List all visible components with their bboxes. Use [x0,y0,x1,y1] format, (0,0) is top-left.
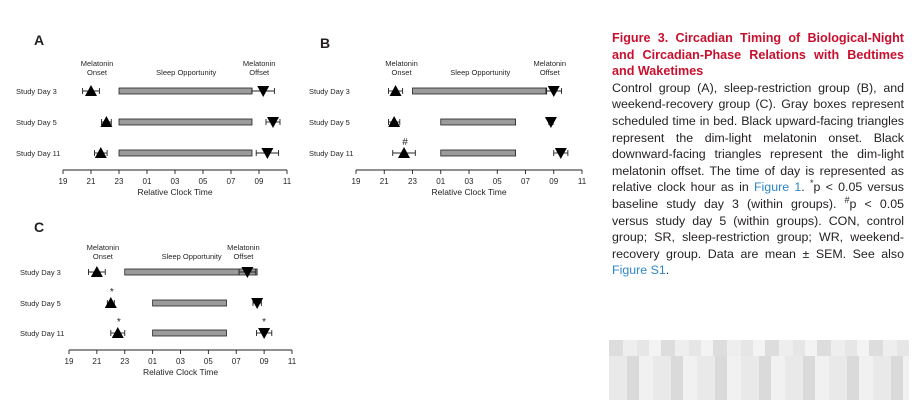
sleep-opportunity-bar [441,150,516,156]
study-day-row [309,116,557,128]
x-tick-label: 21 [379,177,389,186]
x-tick-label: 03 [176,357,185,366]
hash-symbol: # [844,194,850,205]
panel-letter: A [34,32,45,48]
x-axis-title: Relative Clock Time [137,187,213,197]
sleep-opportunity-bar [413,88,547,94]
melatonin-onset-triangle-icon [398,147,410,158]
x-tick-label: 07 [226,177,236,186]
sleep-opportunity-label: Sleep Opportunity [161,252,222,261]
panel-a [16,32,292,197]
study-day-row [309,85,562,97]
x-tick-label: 09 [549,177,559,186]
x-tick-label: 09 [259,357,269,366]
x-axis-title: Relative Clock Time [142,367,219,377]
x-tick-label: 01 [142,177,152,186]
figure-1-link[interactable]: Figure 1 [753,180,802,195]
x-tick-label: 19 [351,177,361,186]
x-axis-title: Relative Clock Time [431,187,507,197]
melatonin-onset-label: Melatonin [86,243,120,252]
figure-s1-link[interactable]: Figure S1 [612,263,666,278]
study-day-label: Study Day 5 [20,299,61,308]
study-day-label: Study Day 5 [16,118,57,127]
sleep-opportunity-label: Sleep Opportunity [156,68,217,77]
study-day-label: Study Day 11 [20,329,65,338]
x-tick-label: 07 [521,177,530,186]
melatonin-offset-triangle-icon [257,86,269,97]
x-tick-label: 03 [170,177,180,186]
melatonin-offset-label: Melatonin [242,59,276,68]
melatonin-onset-triangle-icon [112,327,124,338]
x-tick-label: 23 [120,357,130,366]
melatonin-offset-label: Melatonin [227,243,260,252]
melatonin-offset-label: Offset [539,68,560,77]
melatonin-onset-label: Melatonin [80,59,114,68]
study-day-label: Study Day 3 [20,268,61,277]
melatonin-offset-triangle-icon [267,117,279,128]
star-symbol: * [809,178,814,189]
significance-mark: # [402,137,408,148]
significance-mark: * [116,317,121,328]
x-tick-label: 23 [408,177,417,186]
study-day-row [16,85,274,97]
melatonin-onset-triangle-icon [85,85,97,96]
study-day-label: Study Day 3 [16,87,57,96]
melatonin-onset-label: Onset [391,68,412,77]
study-day-row [16,147,279,159]
sleep-opportunity-bar [119,119,252,125]
study-day-row [309,137,568,159]
x-tick-label: 19 [58,177,68,186]
x-tick-label: 01 [148,357,158,366]
study-day-row [16,116,280,128]
panel-c [20,219,297,377]
melatonin-offset-triangle-icon [258,328,270,339]
melatonin-offset-triangle-icon [548,86,560,97]
caption-text: Control group (A), sleep-restriction group (B), and weekend-recovery group (C). Gray boxes represent scheduled time in bed. Black upward-facing triangles represent the dim-light melatonin onset. Black downward-facing triangles represent the dim-light melatonin offset. The time of day is represented as relative clock hour as in [612,80,904,195]
x-tick-label: 05 [492,177,502,186]
x-tick-label: 11 [287,357,297,366]
melatonin-offset-label: Melatonin [533,59,567,68]
melatonin-onset-triangle-icon [388,116,400,127]
x-tick-label: 05 [203,357,213,366]
sleep-opportunity-bar [153,300,227,306]
study-day-row [20,287,263,309]
x-tick-label: 09 [254,177,264,186]
panel-b [309,35,587,197]
x-tick-label: 07 [231,357,241,366]
study-day-label: Study Day 11 [16,149,61,158]
sleep-opportunity-bar [119,88,252,94]
melatonin-offset-triangle-icon [545,117,557,128]
study-day-row [20,266,257,278]
caption-title: Figure 3. Circadian Timing of Biological-Night and Circadian-Phase Relations with Bedtimes and Waketimes [612,31,904,79]
melatonin-onset-label: Onset [92,252,113,261]
study-day-label: Study Day 11 [309,149,354,158]
panel-letter: C [34,219,45,235]
sleep-opportunity-bar [153,330,227,336]
x-tick-label: 21 [92,357,102,366]
significance-mark: * [262,317,267,328]
study-day-row [20,317,272,339]
melatonin-onset-triangle-icon [100,116,112,127]
melatonin-onset-triangle-icon [105,297,117,308]
melatonin-onset-label: Onset [86,68,108,77]
melatonin-onset-triangle-icon [95,147,107,158]
x-tick-label: 01 [436,177,446,186]
melatonin-offset-label: Offset [249,68,270,77]
study-day-label: Study Day 3 [309,87,350,96]
melatonin-onset-triangle-icon [390,85,402,96]
sleep-opportunity-bar [119,150,252,156]
x-tick-label: 23 [114,177,124,186]
panel-letter: B [320,35,331,51]
x-tick-label: 21 [86,177,96,186]
sleep-opportunity-label: Sleep Opportunity [450,68,511,77]
melatonin-onset-label: Melatonin [385,59,418,68]
blurred-region [609,340,909,400]
x-tick-label: 19 [64,357,74,366]
melatonin-offset-label: Offset [233,252,254,261]
figure-caption: Figure 3. Circadian Timing of Biological-Night and Circadian-Phase Relations with Bedtimes and Waketimes Control group (A), sleep-restriction group (B), and weekend-recovery group (C). Gray boxes represent scheduled time in bed. Black upward-facing triangles represent the dim-light melatonin onset. Black downward-facing triangles represent the dim-light melatonin offset. The time of day is represented as relative clock hour as in Figure 1. *p < 0.05 versus baseline study day 3 (within groups). #p < 0.05 versus study day 5 (within groups). CON, control group; SR, sleep-restriction group; WR, weekend-recovery group. Data are mean ± SEM. See also Figure S1. [612,31,904,278]
sleep-opportunity-bar [125,269,257,275]
x-tick-label: 05 [198,177,208,186]
sleep-opportunity-bar [441,119,516,125]
x-tick-label: 11 [282,177,292,186]
melatonin-offset-triangle-icon [261,148,273,159]
melatonin-onset-triangle-icon [91,266,103,277]
study-day-label: Study Day 5 [309,118,350,127]
significance-mark: * [109,287,114,298]
melatonin-offset-triangle-icon [555,148,567,159]
x-tick-label: 11 [577,177,587,186]
x-tick-label: 03 [464,177,474,186]
